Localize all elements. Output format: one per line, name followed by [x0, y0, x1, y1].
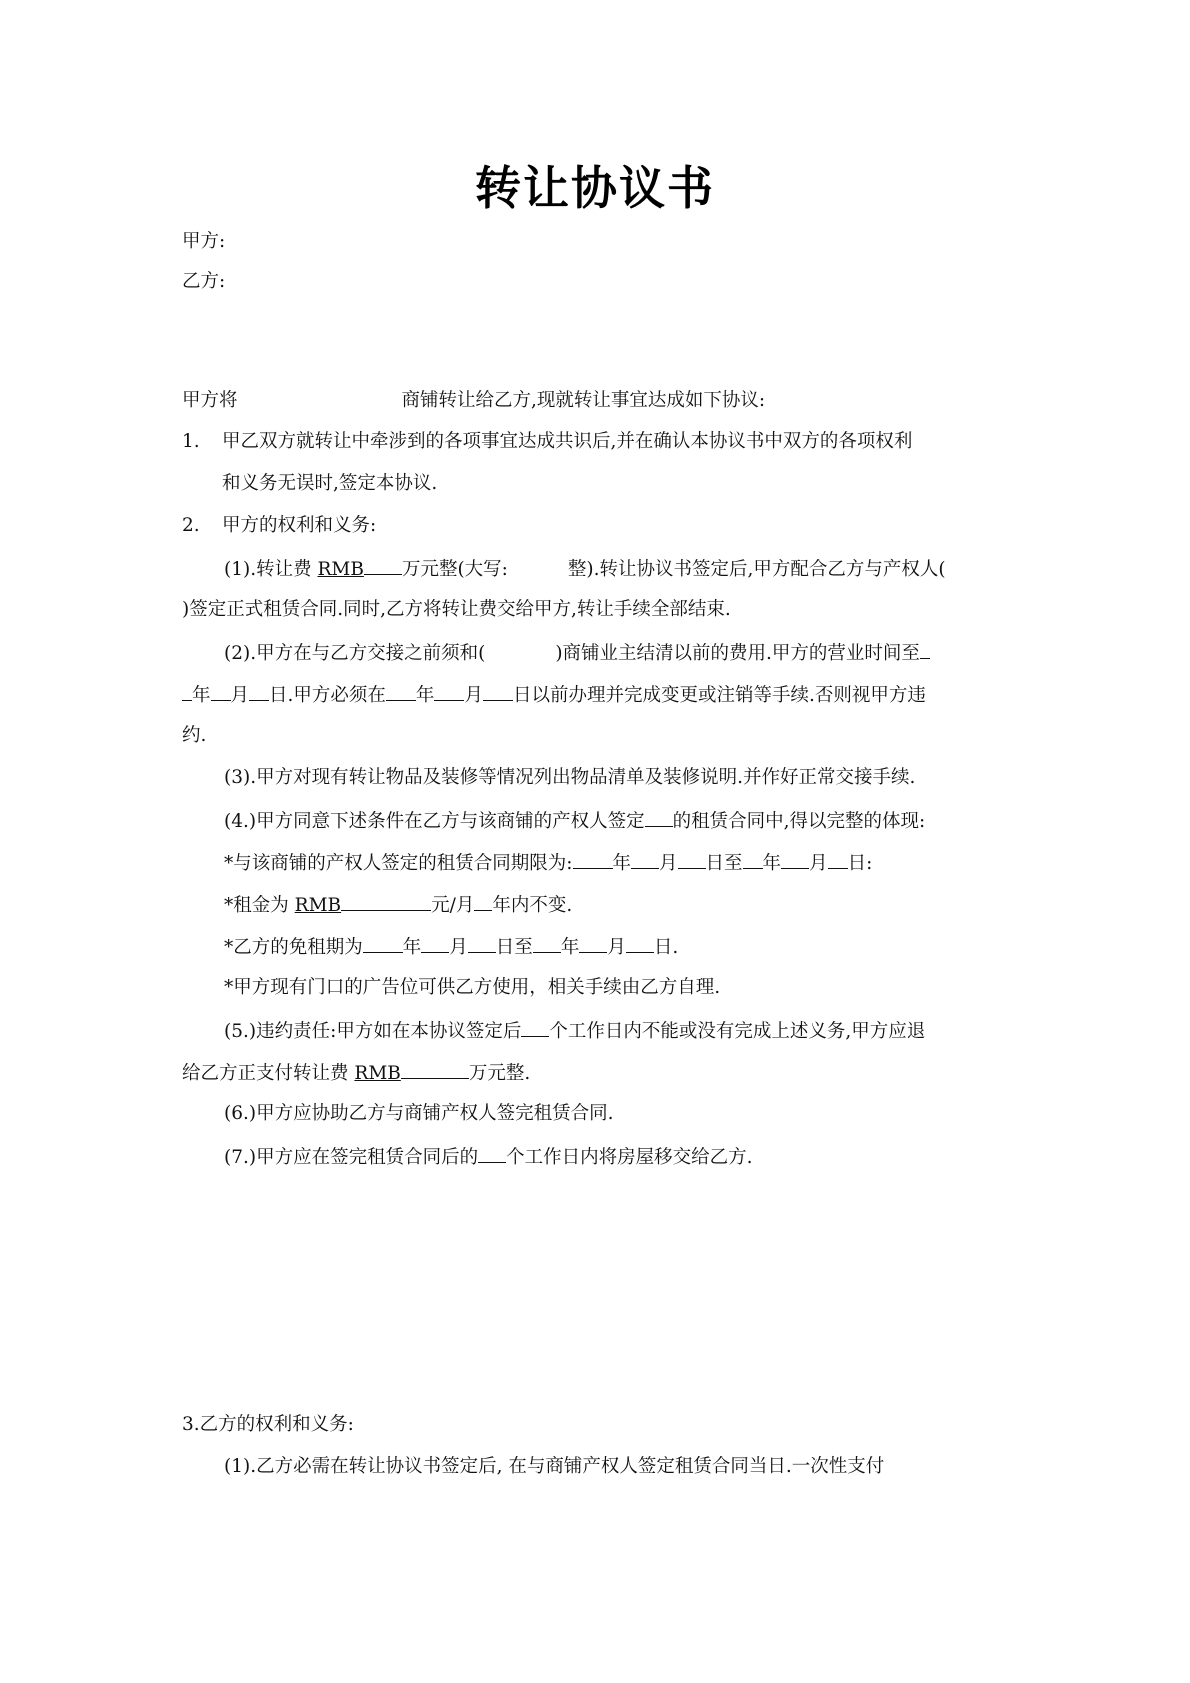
- text: *与该商铺的产权人签定的租赁合同期限为:: [224, 853, 573, 874]
- blank: [626, 934, 654, 953]
- rmb-label: RMB: [354, 1063, 401, 1084]
- item-2-rest: )商铺业主结清以前的费用.甲方的营业时间至: [555, 643, 920, 664]
- text: 月: [464, 685, 483, 706]
- clause-2-item-1-line-1: [224, 556, 1054, 582]
- rent-amount-blank: [341, 892, 431, 911]
- clause-1-line-1: [182, 430, 1012, 454]
- clause-1-text: 甲乙双方就转让中牵涉到的各项事宜达成共识后,并在确认本协议书中双方的各项权利: [222, 431, 913, 452]
- text: 年: [402, 937, 422, 958]
- rmb-label: RMB: [294, 895, 342, 916]
- clause-2-item-6: (6.)甲方应协助乙方与商铺产权人签完租赁合同.: [224, 1103, 614, 1124]
- text: 月: [230, 685, 250, 706]
- text: 个工作日内不能或没有完成上述义务,甲方应退: [549, 1021, 926, 1042]
- text: 年: [762, 853, 782, 874]
- bullet-lease-term: [224, 850, 1054, 876]
- text: 月: [659, 853, 678, 874]
- bullet-rent: [224, 892, 1054, 918]
- blank: [182, 682, 192, 701]
- text: 元/月: [431, 895, 475, 916]
- blank: [483, 682, 513, 701]
- text: 给乙方正支付转让费: [182, 1063, 355, 1084]
- text: 月: [809, 853, 828, 874]
- text: 年内不变.: [492, 895, 573, 916]
- blank: [474, 892, 492, 911]
- blank: [631, 850, 659, 869]
- item-1-prefix: (1).转让费: [224, 559, 318, 580]
- blank: [645, 808, 673, 827]
- clause-2-item-2-line-1: [224, 640, 1054, 666]
- text: 年: [560, 937, 580, 958]
- text: 日至: [705, 853, 743, 874]
- blank: [363, 934, 403, 953]
- text: 年: [612, 853, 632, 874]
- clause-2-item-3: (3).甲方对现有转让物品及装修等情况列出物品清单及装修说明.并作好正常交接手续.: [224, 767, 916, 788]
- blank: [434, 682, 464, 701]
- clause-2-item-7: [224, 1144, 1054, 1170]
- clause-1-number: 1.: [182, 431, 200, 452]
- blank: [386, 682, 416, 701]
- blank: [249, 682, 269, 701]
- text: *租金为: [224, 895, 295, 916]
- clause-1-line-2: 和义务无误时,签定本协议.: [222, 473, 438, 494]
- clause-2-item-4: [224, 808, 1054, 834]
- blank: [920, 640, 930, 659]
- clause-2-heading: [182, 514, 1012, 538]
- item-4-prefix: (4.)甲方同意下述条件在乙方与该商铺的产权人签定: [224, 811, 645, 832]
- blank: [468, 934, 496, 953]
- blank: [573, 850, 613, 869]
- clause-2-item-2-line-3: 约.: [182, 725, 207, 746]
- blank: [579, 934, 607, 953]
- text: 日.甲方必须在: [269, 685, 386, 706]
- blank: [828, 850, 848, 869]
- blank: [421, 934, 449, 953]
- clause-2-item-5-line-1: [224, 1018, 1054, 1044]
- text: 月: [607, 937, 626, 958]
- clause-2-number: 2.: [182, 515, 200, 536]
- fee-amount-blank: [364, 556, 402, 575]
- item-1-rest: 整).转让协议书签定后,甲方配合乙方与产权人(: [567, 559, 946, 580]
- blank: [478, 1144, 506, 1163]
- party-b-label: 乙方:: [182, 271, 226, 292]
- text: 日.: [653, 937, 679, 958]
- blank: [521, 1018, 549, 1037]
- text: 日至: [495, 937, 533, 958]
- clause-2-item-2-line-2: [182, 682, 1012, 708]
- text: 年: [192, 685, 211, 706]
- item-1-mid: 万元整(大写:: [401, 559, 508, 580]
- document-title: 转让协议书: [475, 161, 715, 215]
- text: *乙方的免租期为: [224, 937, 363, 958]
- clause-2-item-1-line-2: )签定正式租赁合同.同时,乙方将转让费交给甲方,转让手续全部结束.: [182, 599, 731, 620]
- blank: [533, 934, 561, 953]
- text: (5.)违约责任:甲方如在本协议签定后: [224, 1021, 522, 1042]
- bullet-ad-space: *甲方现有门口的广告位可供乙方使用，相关手续由乙方自理.: [224, 977, 721, 998]
- text: 年: [415, 685, 435, 706]
- text: (7.)甲方应在签完租赁合同后的: [224, 1147, 479, 1168]
- clause-2-item-5-line-2: [182, 1060, 1012, 1086]
- intro-paragraph: [182, 389, 1012, 413]
- intro-suffix: 商铺转让给乙方,现就转让事宜达成如下协议:: [401, 390, 766, 411]
- blank: [678, 850, 706, 869]
- clause-3-item-1: (1).乙方必需在转让协议书签定后, 在与商铺产权人签定租赁合同当日.一次性支付: [224, 1456, 885, 1477]
- text: 个工作日内将房屋移交给乙方.: [506, 1147, 753, 1168]
- item-4-rest: 的租赁合同中,得以完整的体现:: [672, 811, 926, 832]
- blank: [781, 850, 809, 869]
- item-2-prefix: (2).甲方在与乙方交接之前须和(: [224, 643, 486, 664]
- text: 月: [449, 937, 468, 958]
- party-a-label: 甲方:: [182, 231, 226, 252]
- bullet-free-rent: [224, 934, 1054, 960]
- blank: [211, 682, 231, 701]
- penalty-amount-blank: [401, 1060, 469, 1079]
- text: 日以前办理并完成变更或注销等手续.否则视甲方违: [512, 685, 926, 706]
- clause-2-heading-text: 甲方的权利和义务:: [222, 515, 377, 536]
- text: 日:: [847, 853, 873, 874]
- clause-3-heading: 3.乙方的权利和义务:: [182, 1414, 354, 1435]
- intro-prefix: 甲方将: [182, 390, 238, 411]
- blank: [743, 850, 763, 869]
- text: 万元整.: [468, 1063, 531, 1084]
- rmb-label: RMB: [317, 559, 364, 580]
